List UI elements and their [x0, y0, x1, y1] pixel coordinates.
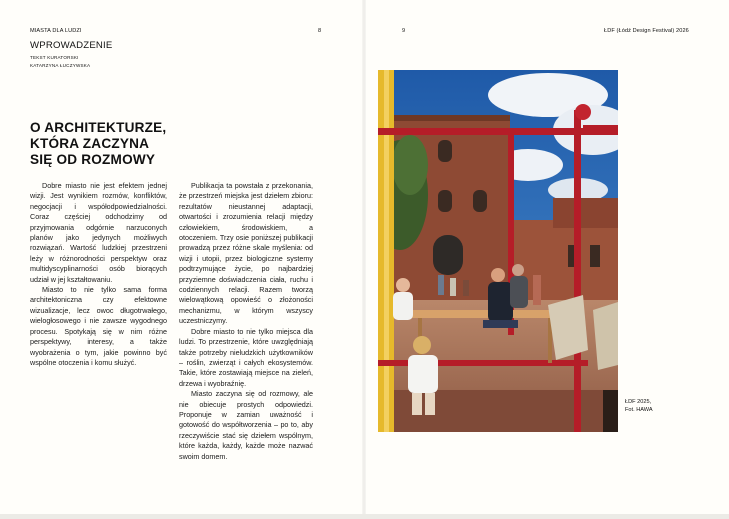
page-number-left: 8 [318, 28, 322, 34]
spine-gutter [362, 0, 366, 519]
section-title: WPROWADZENIE [30, 40, 113, 51]
text-label: TEKST KURATORSKI [30, 55, 79, 60]
photo-caption [625, 398, 653, 414]
festival-photo [378, 70, 618, 432]
paragraph: Publikacja ta powstała z przekonania, że przestrzeń miejska jest dziełem zbioru: rezultatów nieustannej adaptacji, otwartości i zrozumienia relacji między człowiekiem, środowiskiem, a otoczeniem. Trzy osie poniższej publikacji prowadzą przez różne skale myślenia: od wizji i utopii, przez biologiczne systemy podtrzymujące życie, po najbardziej przyziemne doświadczenia ciała, ruchu i codziennych relacji. Razem tworzą wielowątkową opowieść o złożoności mechanizmu, w którym wszyscy uczestniczymy. [179, 181, 313, 326]
headline [30, 120, 200, 168]
paragraph: Dobre miasto nie jest efektem jednej wizji. Jest wynikiem rozmów, konfliktów, negocjacji i współodpowiedzialności. Coraz częściej odchodzimy od przyjmowania odgórnie narzuconych planów jako jedynych możliwych rozwiązań. Wartość ludzkiej przestrzeni leży w różnorodności perspektyw oraz multidyscyplinarności osób biorących udział w jej kształtowaniu. [30, 181, 167, 284]
author-name: KATARZYNA ŁUCZYWSKA [30, 63, 91, 68]
headline-line: O ARCHITEKTURZE, [30, 120, 167, 135]
paragraph: Miasto zaczyna się od rozmowy, ale nie obiecuje prostych odpowiedzi. Proponuje w zamian uważność i gotowość do współtworzenia – po to, aby rzeczywiście stać się dziełem wspólnym, które każda, każdy, każde może nazwać swoim domem. [179, 389, 313, 461]
paragraph: Dobre miasto to nie tylko miejsca dla ludzi. To przestrzenie, które uwzględniają także potrzeby nieludzkich użytkowników – roślin, zwierząt i całych ekosystemów. Takie, które zostawiają miejsce na zieleń, drzewa i wyobraźnię. [179, 326, 313, 388]
running-head-left: MIASTA DLA LUDZI [30, 28, 82, 34]
headline-line: KTÓRA ZACZYNA [30, 136, 150, 151]
text-column-2 [179, 181, 313, 462]
photo-caption-line: ŁDF 2025, [625, 399, 652, 405]
text-column-1 [30, 181, 167, 368]
left-page [0, 0, 364, 519]
photo-credit: Fot. HAWA [625, 407, 653, 413]
headline-line: SIĘ OD ROZMOWY [30, 152, 156, 167]
page-edge [0, 514, 729, 519]
paragraph: Miasto to nie tylko sama forma architektoniczna czy efektowne wizualizacje, lecz owoc długotrwałego, wielogłosowego i nie zawsze wygodnego procesu. Spotykają się w nim różne perspektywy, interesy, a także wyobrażenia o tym, jakie powinno być wspólne otoczenia i komu służyć. [30, 285, 167, 367]
page-number-right: 9 [402, 28, 406, 34]
running-head-right: ŁDF (Łódź Design Festival) 2026 [604, 28, 689, 34]
